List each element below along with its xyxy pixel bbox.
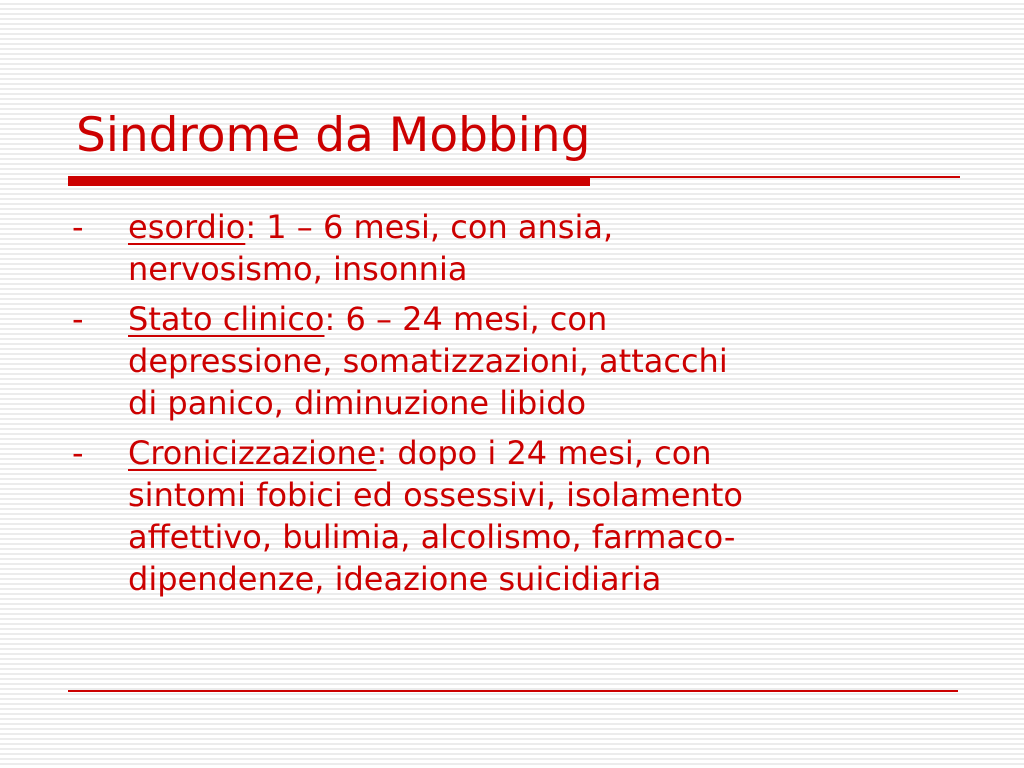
bullet-marker: - <box>72 300 84 338</box>
bullet-marker: - <box>72 434 84 472</box>
bullet-item-esordio <box>72 206 962 290</box>
bullet-body <box>128 432 962 600</box>
footer-divider <box>68 690 958 692</box>
title-underline-thick <box>68 176 590 186</box>
bullet-term: Stato clinico <box>128 300 325 338</box>
bullet-text: : 1 – 6 mesi, con ansia, nervosismo, insonnia <box>128 208 614 288</box>
bullet-term: esordio <box>128 208 246 246</box>
bullet-text: : dopo i 24 mesi, con sintomi fobici ed ossessivi, isolamento affettivo, bulimia, alcolismo, farmaco- dipendenze, ideazione suicidiaria <box>128 434 743 598</box>
bullet-list <box>72 206 962 608</box>
bullet-item-cronicizzazione <box>72 432 962 600</box>
bullet-text: : 6 – 24 mesi, con depressione, somatizzazioni, attacchi di panico, diminuzione libido <box>128 300 728 422</box>
slide-title: Sindrome da Mobbing <box>76 108 591 163</box>
bullet-marker: - <box>72 208 84 246</box>
bullet-body <box>128 298 962 424</box>
title-underline-thin <box>590 176 960 178</box>
bullet-body <box>128 206 962 290</box>
bullet-term: Cronicizzazione <box>128 434 377 472</box>
bullet-item-stato-clinico <box>72 298 962 424</box>
